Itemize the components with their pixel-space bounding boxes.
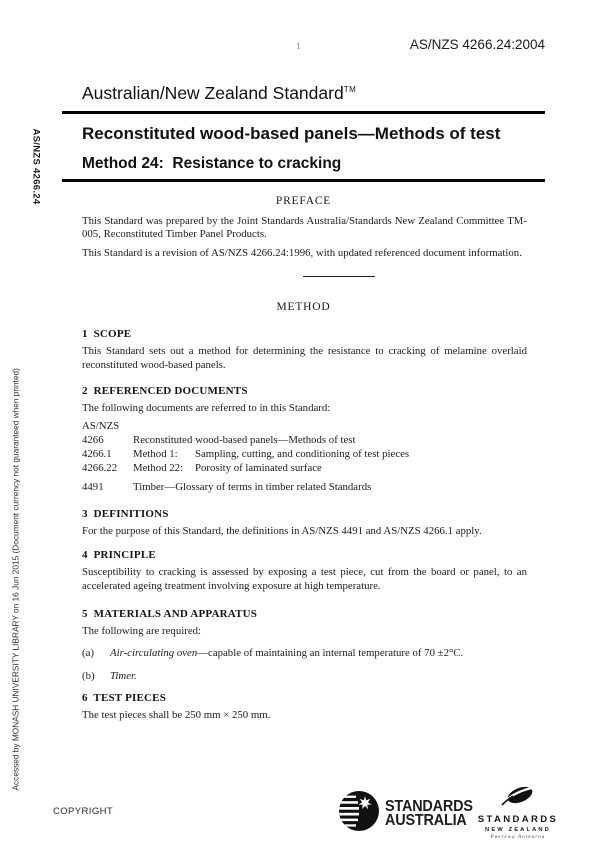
doc-number: 4266 [82, 433, 104, 446]
doc-title-text: Reconstituted wood-based panels—Methods of test [133, 433, 356, 446]
section-5-heading: 5 MATERIALS AND APPARATUS [82, 608, 258, 620]
doc-row [82, 480, 545, 494]
method-heading: METHOD [276, 301, 331, 313]
standard-type-text: Australian/New Zealand Standard [82, 83, 344, 103]
header-doc-code: AS/NZS 4266.24:2004 [409, 37, 545, 52]
apparatus-item [82, 670, 545, 684]
preface-paragraph: This Standard was prepared by the Joint Standards Australia/Standards New Zealand Committee TM-005, Reconstituted Timber Panel Products. [82, 214, 527, 240]
doc-title-text: Timber—Glossary of terms in timber related Standards [133, 480, 372, 493]
title-bottom-rule [62, 179, 545, 182]
trademark-superscript: TM [343, 85, 357, 95]
list-item-label: (b) [82, 670, 95, 682]
section-4-body: Susceptibility to cracking is assessed by exposing a test piece, cut from the board or panel, to an accelerated ageing treatment involving exposure at high temperature. [82, 566, 527, 592]
library-access-note: Accessed by MONASH UNIVERSITY LIBRARY on 16 Jun 2015 (Document currency not guaranteed when printed) [10, 368, 21, 791]
apparatus-term: Air-circulating oven [110, 646, 198, 659]
standards-new-zealand-logo [468, 784, 568, 840]
doc-number: 4266.1 [82, 447, 112, 460]
apparatus-description: —capable of maintaining an internal temperature of 70 ±2°C. [197, 646, 464, 659]
section-2-heading: 2 REFERENCED DOCUMENTS [82, 385, 248, 397]
section-6-heading: 6 TEST PIECES [82, 691, 167, 704]
preface-paragraph: This Standard is a revision of AS/NZS 4266.24:1996, with updated referenced document information. [82, 246, 522, 259]
section-3-body: For the purpose of this Standard, the definitions in AS/NZS 4491 and AS/NZS 4266.1 apply. [82, 524, 482, 537]
content-column [62, 83, 545, 722]
doc-method-label: Method 1: [133, 447, 178, 460]
doc-number: 4491 [82, 480, 104, 493]
section-divider-line [303, 276, 375, 277]
preface-heading: PREFACE [275, 194, 332, 207]
copyright-label: COPYRIGHT [53, 806, 114, 817]
list-item-label: (a) [82, 646, 94, 659]
doc-row [82, 461, 545, 475]
apparatus-item [82, 647, 545, 661]
section-3-heading: 3 DEFINITIONS [82, 507, 169, 520]
doc-row [82, 433, 545, 447]
section-4-heading: 4 PRINCIPLE [82, 549, 156, 561]
referenced-documents-list [82, 419, 545, 494]
doc-row [82, 447, 545, 461]
standards-nz-line1: STANDARDS [477, 814, 559, 825]
standards-australia-wordmark [385, 797, 473, 829]
standard-type-heading [82, 83, 545, 104]
standards-australia-line2: AUSTRALIA [385, 811, 467, 829]
section-1-heading: 1 SCOPE [82, 328, 132, 340]
apparatus-term: Timer. [110, 670, 137, 682]
section-1-body: This Standard sets out a method for determining the resistance to cracking of melamine overlaid reconstituted wood-based panels. [82, 345, 527, 371]
doc-method-label: Method 22: [133, 461, 184, 474]
standards-australia-line1: STANDARDS [385, 797, 473, 815]
standards-nz-tagline: Paerewa Aotearoa [490, 834, 546, 840]
doc-list-label: AS/NZS [82, 419, 120, 432]
globe-federation-star-icon [338, 790, 380, 837]
doc-title-text: Sampling, cutting, and conditioning of test pieces [195, 447, 410, 460]
doc-number: 4266.22 [82, 461, 118, 474]
page-number: 1 [296, 42, 301, 52]
list-item-text [110, 670, 137, 684]
method-number-title: Method 24: Resistance to cracking [82, 155, 342, 172]
top-rule [62, 111, 545, 114]
section-2-intro: The following documents are referred to in this Standard: [82, 402, 331, 414]
standards-australia-logo [338, 790, 479, 837]
referenced-documents-list-label-row [82, 419, 545, 433]
fern-swoosh-icon [496, 784, 540, 813]
section-5-intro: The following are required: [82, 625, 202, 637]
doc-title-text: Porosity of laminated surface [195, 461, 322, 474]
standards-nz-line2: NEW ZEALAND [485, 827, 551, 833]
section-6-body: The test pieces shall be 250 mm × 250 mm. [82, 708, 271, 721]
vertical-doc-code: AS/NZS 4266.24 [30, 128, 42, 205]
list-item-text [110, 647, 463, 661]
document-title: Reconstituted wood-based panels—Methods of test [82, 123, 501, 143]
